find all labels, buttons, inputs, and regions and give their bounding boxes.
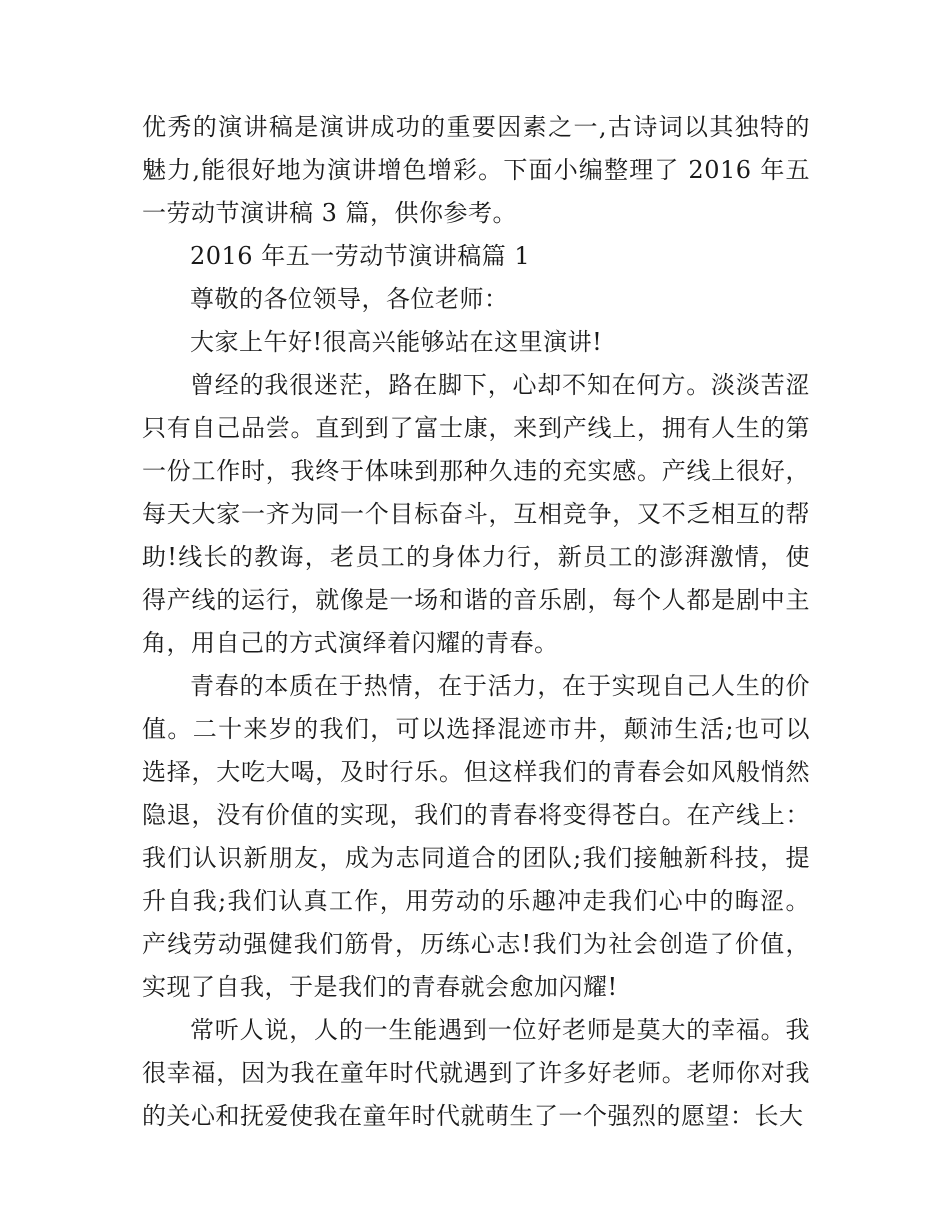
greeting: 大家上午好!很高兴能够站在这里演讲! xyxy=(190,328,603,356)
section-heading: 2016 年五一劳动节演讲稿篇 1 xyxy=(190,242,531,270)
intro-paragraph: 优秀的演讲稿是演讲成功的重要因素之一,古诗词以其独特的魅力,能很好地为演讲增色增彩。下面小编整理了 2016 年五一劳动节演讲稿 3 篇，供你参考。 xyxy=(142,113,810,227)
salutation: 尊敬的各位领导，各位老师： xyxy=(190,285,509,313)
body-paragraph-1: 曾经的我很迷茫，路在脚下，心却不知在何方。淡淡苦涩只有自己品尝。直到到了富士康，来到产线上，拥有人生的第一份工作时，我终于体味到那种久违的充实感。产线上很好，每天大家一齐为同一个目标奋斗，互相竞争，又不乏相互的帮助!线长的教诲，老员工的身体力行，新员工的澎湃激情，使得产线的运行，就像是一场和谐的音乐剧，每个人都是剧中主角，用自己的方式演绎着闪耀的青春。 xyxy=(142,371,810,657)
body-paragraph-3: 常听人说，人的一生能遇到一位好老师是莫大的幸福。我很幸福，因为我在童年时代就遇到了许多好老师。老师你对我的关心和抚爱使我在童年时代就萌生了一个强烈的愿望：长大 xyxy=(142,1016,810,1130)
body-paragraph-2: 青春的本质在于热情，在于活力，在于实现自己人生的价值。二十来岁的我们，可以选择混迹市井，颠沛生活;也可以选择，大吃大喝，及时行乐。但这样我们的青春会如风般悄然隐退，没有价值的实现，我们的青春将变得苍白。在产线上：我们认识新朋友，成为志同道合的团队;我们接触新科技，提升自我;我们认真工作，用劳动的乐趣冲走我们心中的晦涩。产线劳动强健我们筋骨，历练心志!我们为社会创造了价值，实现了自我，于是我们的青春就会愈加闪耀! xyxy=(142,672,810,1001)
